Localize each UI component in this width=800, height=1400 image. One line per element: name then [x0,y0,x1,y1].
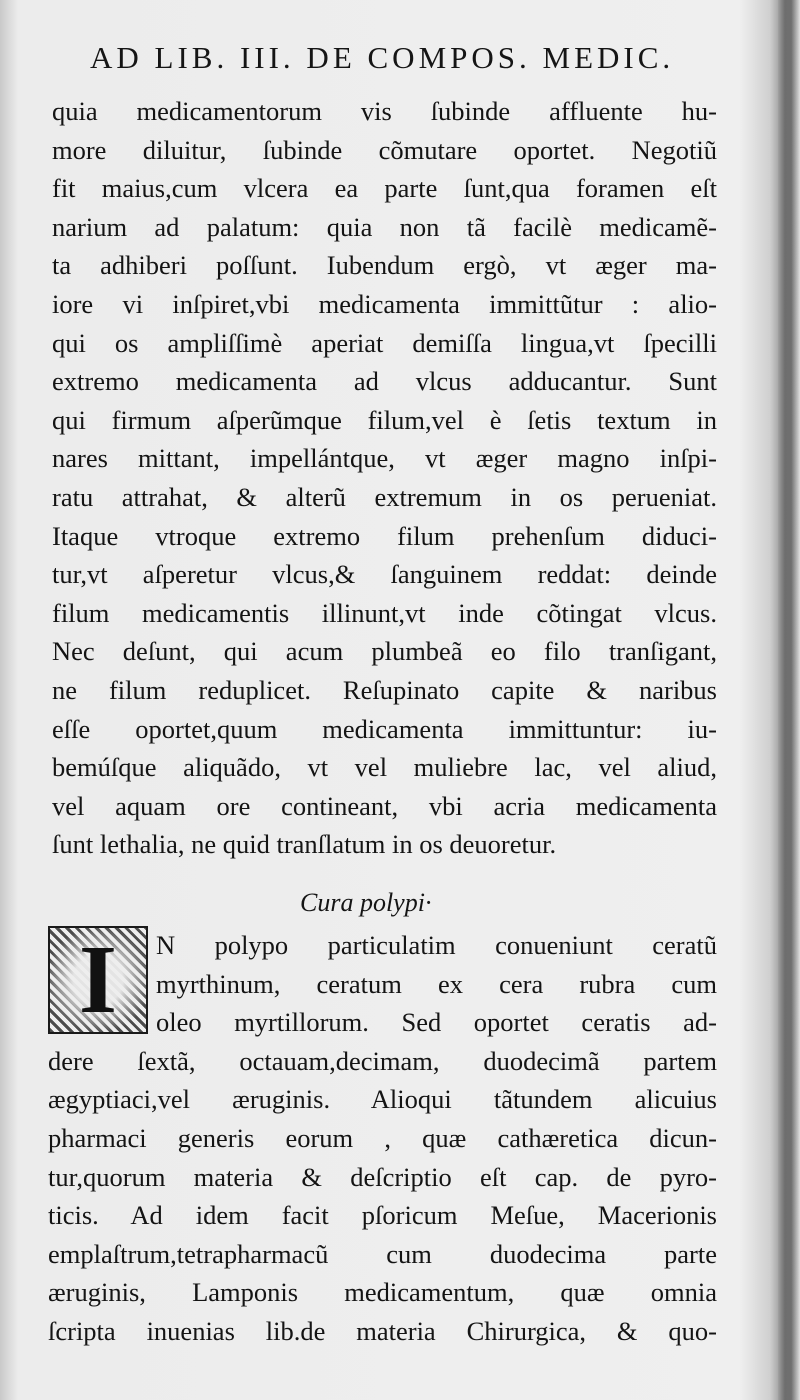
text-line: extremo medicamenta ad vlcus adducantur. Sunt [52,366,717,397]
text-line: pharmaci generis eorum , quæ cathæretica dicun- [48,1122,717,1153]
initial-letter: I [50,928,146,1032]
text-line: oleo myrtillorum. Sed oportet ceratis ad- [156,1007,717,1038]
text-line: Nec deſunt, qui acum plumbeã eo filo tranſigant, [52,636,717,667]
text-line: ticis. Ad idem facit pſoricum Meſue, Macerionis [48,1200,717,1231]
text-line: ne filum reduplicet. Reſupinato capite & naribus [52,674,717,705]
text-line: fit maius,cum vlcera ea parte ſunt,qua foramen eſt [52,173,717,204]
text-line: bemúſque aliquãdo, vt vel muliebre lac, vel aliud, [52,752,717,783]
text-line: ſunt lethalia, ne quid tranſlatum in os deuoretur. [52,829,557,860]
text-line: æruginis, Lamponis medicamentum, quæ omnia [48,1277,717,1308]
paragraph-1 [52,92,717,864]
text-line: tur,vt aſperetur vlcus,& ſanguinem reddat: deinde [52,559,717,590]
section-title: Cura polypi· [300,888,432,917]
text-line: ſcripta inuenias lib.de materia Chirurgica, & quo- [48,1315,717,1346]
gutter-shadow [778,0,800,1400]
text-line: emplaſtrum,tetrapharmacũ cum duodecima parte [48,1238,717,1269]
text-line: N polypo particulatim conueniunt ceratũ [156,930,717,960]
text-line: ratu attrahat, & alterũ extremum in os perueniat. [52,481,717,512]
text-line: filum medicamentis illinunt,vt inde cõtingat vlcus. [52,597,717,628]
decorated-initial [48,926,148,1034]
text-line: vel aquam ore contineant, vbi acria medicamenta [52,790,717,821]
text-line: dere ſextã, octauam,decimam, duodecimã partem [48,1045,717,1076]
text-line: tur,quorum materia & deſcriptio eſt cap. de pyro- [48,1161,717,1192]
text-line: ægyptiaci,vel æruginis. Alioqui tãtundem alicuius [48,1084,717,1115]
text-line: quia medicamentorum vis ſubinde affluente hu- [52,96,717,126]
text-line: Itaque vtroque extremo filum prehenſum diduci- [52,520,717,551]
text-line: narium ad palatum: quia non tã facilè medicamẽ- [52,211,717,242]
text-line: iore vi inſpiret,vbi medicamenta immittũtur : alio- [52,288,717,319]
text-line: ta adhiberi poſſunt. Iubendum ergò, vt æger ma- [52,250,717,281]
text-line: eſſe oportet,quum medicamenta immittuntur: iu- [52,713,717,744]
text-line: more diluitur, ſubinde cõmutare oportet. Negotiũ [52,134,717,165]
paragraph-2 [48,926,717,1351]
text-line: nares mittant, impellántque, vt æger magno inſpi- [52,443,717,474]
text-line: qui firmum aſperũmque filum,vel è ſetis textum in [52,404,717,435]
text-line: qui os ampliſſimè aperiat demiſſa lingua,vt ſpecilli [52,327,717,358]
text-line: myrthinum, ceratum ex cera rubra cum [156,968,717,999]
running-header: AD LIB. III. DE COMPOS. MEDIC. [90,40,675,75]
